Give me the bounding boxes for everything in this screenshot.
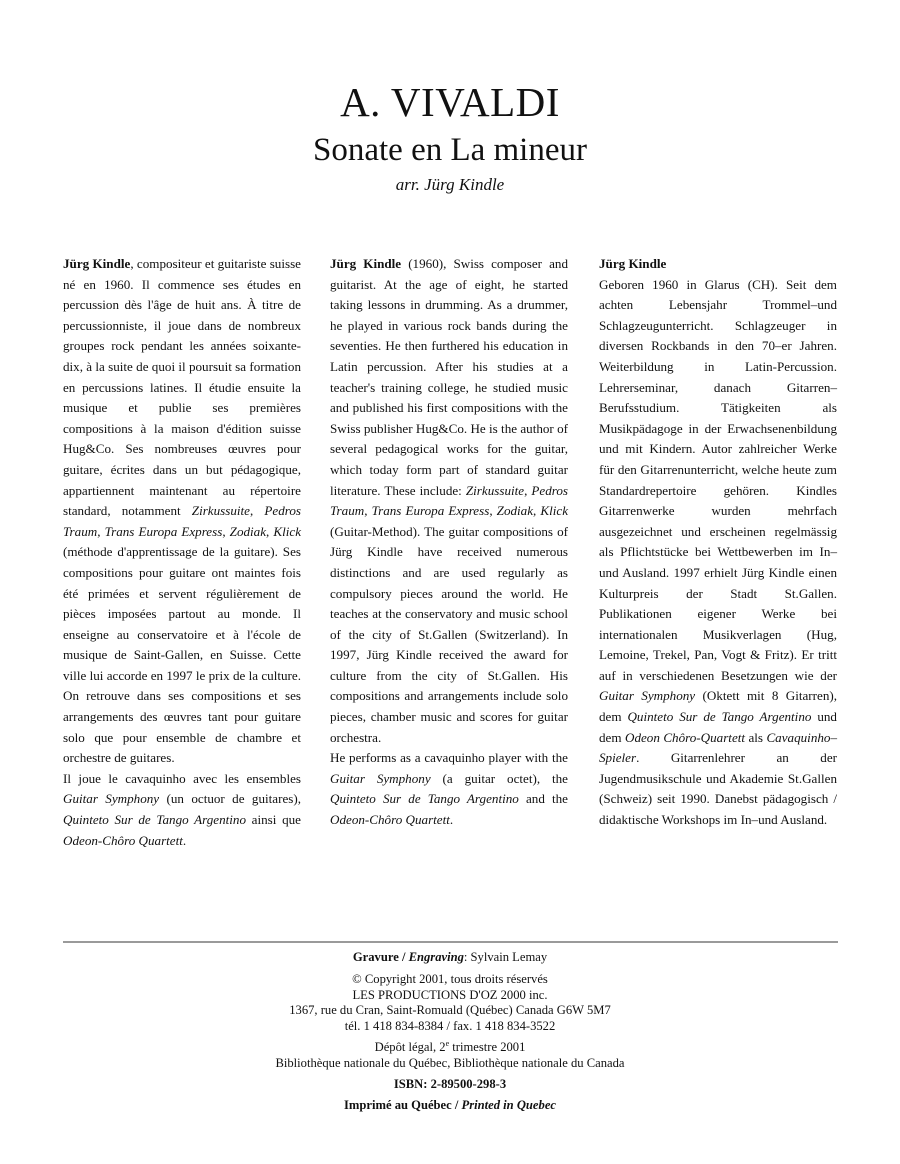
bio-fr-name: Jürg Kindle <box>63 256 131 271</box>
separator: , <box>222 523 230 539</box>
bio-fr-text: Il joue le cavaquinho avec les ensembles <box>63 770 301 786</box>
arranger-credit: arr. Jürg Kindle <box>395 175 505 194</box>
separator: , <box>489 503 497 519</box>
ensemble-name-italic: Quinteto Sur de Tango Argentino <box>627 709 812 725</box>
bio-en-text: (1960), Swiss composer and guitarist. At the age of eight, he started taking lessons in drumming. As a drummer, he played in various rock bands during the seventies. He then furthered his education in Latin percussion. After his studies at a teacher's training college, he studied music and published his first compositions with the Swiss publisher Hug&Co. He is the author of several pedagogical works for the guitar, which today form part of standard guitar literature. These include: <box>330 256 568 498</box>
work-title-italic: Klick <box>540 503 569 519</box>
separator: , <box>524 482 532 498</box>
deposit-text: trimestre 2001 <box>449 1039 526 1054</box>
bio-de-text: als <box>745 729 767 745</box>
copyright-line: © Copyright 2001, tous droits réservés <box>352 971 548 986</box>
work-title-italic: Klick <box>273 523 302 539</box>
bio-en-text: and the <box>518 791 568 807</box>
bio-de-text: und dem <box>599 709 837 745</box>
bio-fr-text: . <box>182 832 187 848</box>
printed-in <box>0 1098 900 1114</box>
bio-de-text: (Oktett mit 8 Gitarren), dem <box>599 688 837 725</box>
publisher-name: LES PRODUCTIONS D'OZ 2000 inc. <box>352 987 548 1002</box>
biography-french <box>63 254 301 851</box>
work-title-italic: Pedros Traum <box>330 482 569 519</box>
bio-de-text: Geboren 1960 in Glarus (CH). Seit dem achten Lebensjahr Trommel–und Schlagzeugunterricht. Schlagzeuger in diversen Rockbands in den 70–er Jahren. Weiterbildung in Latin-Percussion. Lehrerseminar, danach Gitarren–Berufsstudium. Tätigkeiten als Musikpädagoge in der Erwachsenenbildung und mit Kindern. Autor zahlreicher Werke für den Gitarrenunterricht, welche heute zum Standardrepertoire gehören. Kindles Gitarrenwerke wurden mehrfach ausgezeichnet und erscheinen regelmässig als Pflichtstücke bei Wettbewerben im In–und Ausland. 1997 erhielt Jürg Kindle einen Kulturpreis der Stadt St.Gallen. Publikationen eigener Werke bei internationalen Musikverlagen (Hug, Lemoine, Trekel, Pan, Vogt & Fritz). Er tritt auf in verschiedenen Besetzungen wie der <box>599 276 837 683</box>
bio-en-text: (a guitar octet), the <box>430 770 568 786</box>
publisher-phone: tél. 1 418 834-8384 / fax. 1 418 834-3522 <box>344 1019 556 1034</box>
work-title-italic: Pedros Traum <box>63 503 302 539</box>
separator: , <box>97 523 105 539</box>
bio-de-heading <box>599 254 837 275</box>
engraving-credit <box>0 950 900 966</box>
work-title: Sonate en La mineur <box>313 132 587 168</box>
isbn: ISBN: 2-89500-298-3 <box>393 1076 507 1091</box>
ensemble-name-italic: Odeon Chôro-Quartett <box>624 729 746 745</box>
bio-fr-text: , compositeur et guitariste suisse né en 1960. Il commence ses études en percussion dès l'âge de huit ans. À titre de percussionniste, il joue dans de nombreux groupes rock pendant les années soixante-dix, à la suite de quoi il poursuit sa formation en percussions latines. Il étudie ensuite la musique et publie ses premières compositions à la maison d'édition suisse Hug&Co. Ses nombreuses œuvres pour guitare, écrites dans un but pédagogique, appartiennent maintenant au répertoire standard, notamment <box>63 256 301 519</box>
bio-en-text: . <box>449 812 454 828</box>
engraving-label: Gravure / <box>352 950 409 964</box>
biography-columns <box>63 254 838 944</box>
publication-credits <box>0 950 900 1114</box>
bio-de-name: Jürg Kindle <box>599 256 667 271</box>
separator: , <box>250 503 265 519</box>
publisher-address: 1367, rue du Cran, Saint-Romuald (Québec) Canada G6W 5M7 <box>289 1003 611 1018</box>
work-title-italic: Zirkussuite <box>465 482 525 498</box>
separator: , <box>266 523 274 539</box>
ensemble-name-italic: Guitar Symphony <box>63 791 160 807</box>
bio-fr-text: (un octuor de guitares), <box>159 791 301 807</box>
deposit-text: Dépôt légal, 2 <box>374 1039 446 1054</box>
work-title-italic: Trans Europa Express <box>371 503 490 519</box>
divider-line <box>63 941 838 943</box>
separator: , <box>364 503 372 519</box>
bio-de-paragraph-1 <box>599 275 837 831</box>
bio-en-paragraph-2 <box>330 748 568 830</box>
work-title-italic: Zodiak <box>496 503 534 519</box>
bio-fr-paragraph-1 <box>63 254 301 769</box>
printed-en: Printed in Quebec <box>461 1098 556 1113</box>
bio-fr-text: (méthode d'apprentissage de la guitare). Ses compositions pour guitare ont maintes fois été primées et servent régulièrement de pièces imposées partout au monde. Il enseigne au conservatoire et à l'école de musique de Saint-Gallen, en Suisse. Cette ville lui accorde en 1997 le prix de la culture. On retrouve dans ses compositions et ses arrangements des œuvres tant pour guitare solo que pour ensemble de chambre et orchestre de guitares. <box>63 544 301 766</box>
ensemble-name-italic: Odeon-Chôro Quartett <box>330 812 450 828</box>
separator: , <box>533 503 541 519</box>
bio-fr-text: ainsi que <box>246 812 301 828</box>
work-title-italic: Trans Europa Express <box>104 523 223 539</box>
role-italic: Cavaquinho–Spieler <box>599 729 838 766</box>
ensemble-name-italic: Quinteto Sur de Tango Argentino <box>330 791 519 807</box>
ensemble-name-italic: Guitar Symphony <box>330 770 431 786</box>
ensemble-name-italic: Odeon-Chôro Quartett <box>63 832 183 848</box>
composer-name: A. VIVALDI <box>340 79 560 125</box>
biography-english <box>330 254 568 831</box>
work-title-italic: Zirkussuite <box>191 503 250 519</box>
bio-en-text: He performs as a cavaquinho player with the <box>330 750 568 766</box>
ensemble-name-italic: Quinteto Sur de Tango Argentino <box>63 812 246 828</box>
bio-en-paragraph-1 <box>330 254 568 748</box>
deposit-superscript: e <box>445 1038 450 1048</box>
work-title-italic: Zodiak <box>229 523 267 539</box>
printed-fr: Imprimé au Québec / <box>344 1098 462 1113</box>
ensemble-name-italic: Guitar Symphony <box>599 688 696 704</box>
bio-de-text: . Gitarrenlehrer an der Jugendmusikschule und Akademie St.Gallen (Schweiz) seit 1990. Danebst pädagogisch / didaktische Workshops im In–und Ausland. <box>599 750 837 828</box>
biography-german <box>599 254 837 831</box>
bio-fr-paragraph-2 <box>63 769 301 851</box>
national-libraries: Bibliothèque nationale du Québec, Bibliothèque nationale du Canada <box>275 1055 625 1070</box>
legal-deposit <box>0 1040 900 1056</box>
title-block <box>0 78 900 195</box>
engraving-label-en: Engraving <box>408 950 464 964</box>
bio-en-name: Jürg Kindle <box>330 256 402 271</box>
bio-en-text: (Guitar-Method). The guitar compositions of Jürg Kindle have received numerous distinctions and are used regularly as compulsory pieces around the world. He teaches at the conservatory and music school of the city of St.Gallen (Switzerland). In 1997, Jürg Kindle received the award for culture from the city of St.Gallen. His compositions and arrangements include solo pieces, chamber music and scores for guitar orchestra. <box>330 523 568 745</box>
engraver-name: : Sylvain Lemay <box>463 950 548 964</box>
